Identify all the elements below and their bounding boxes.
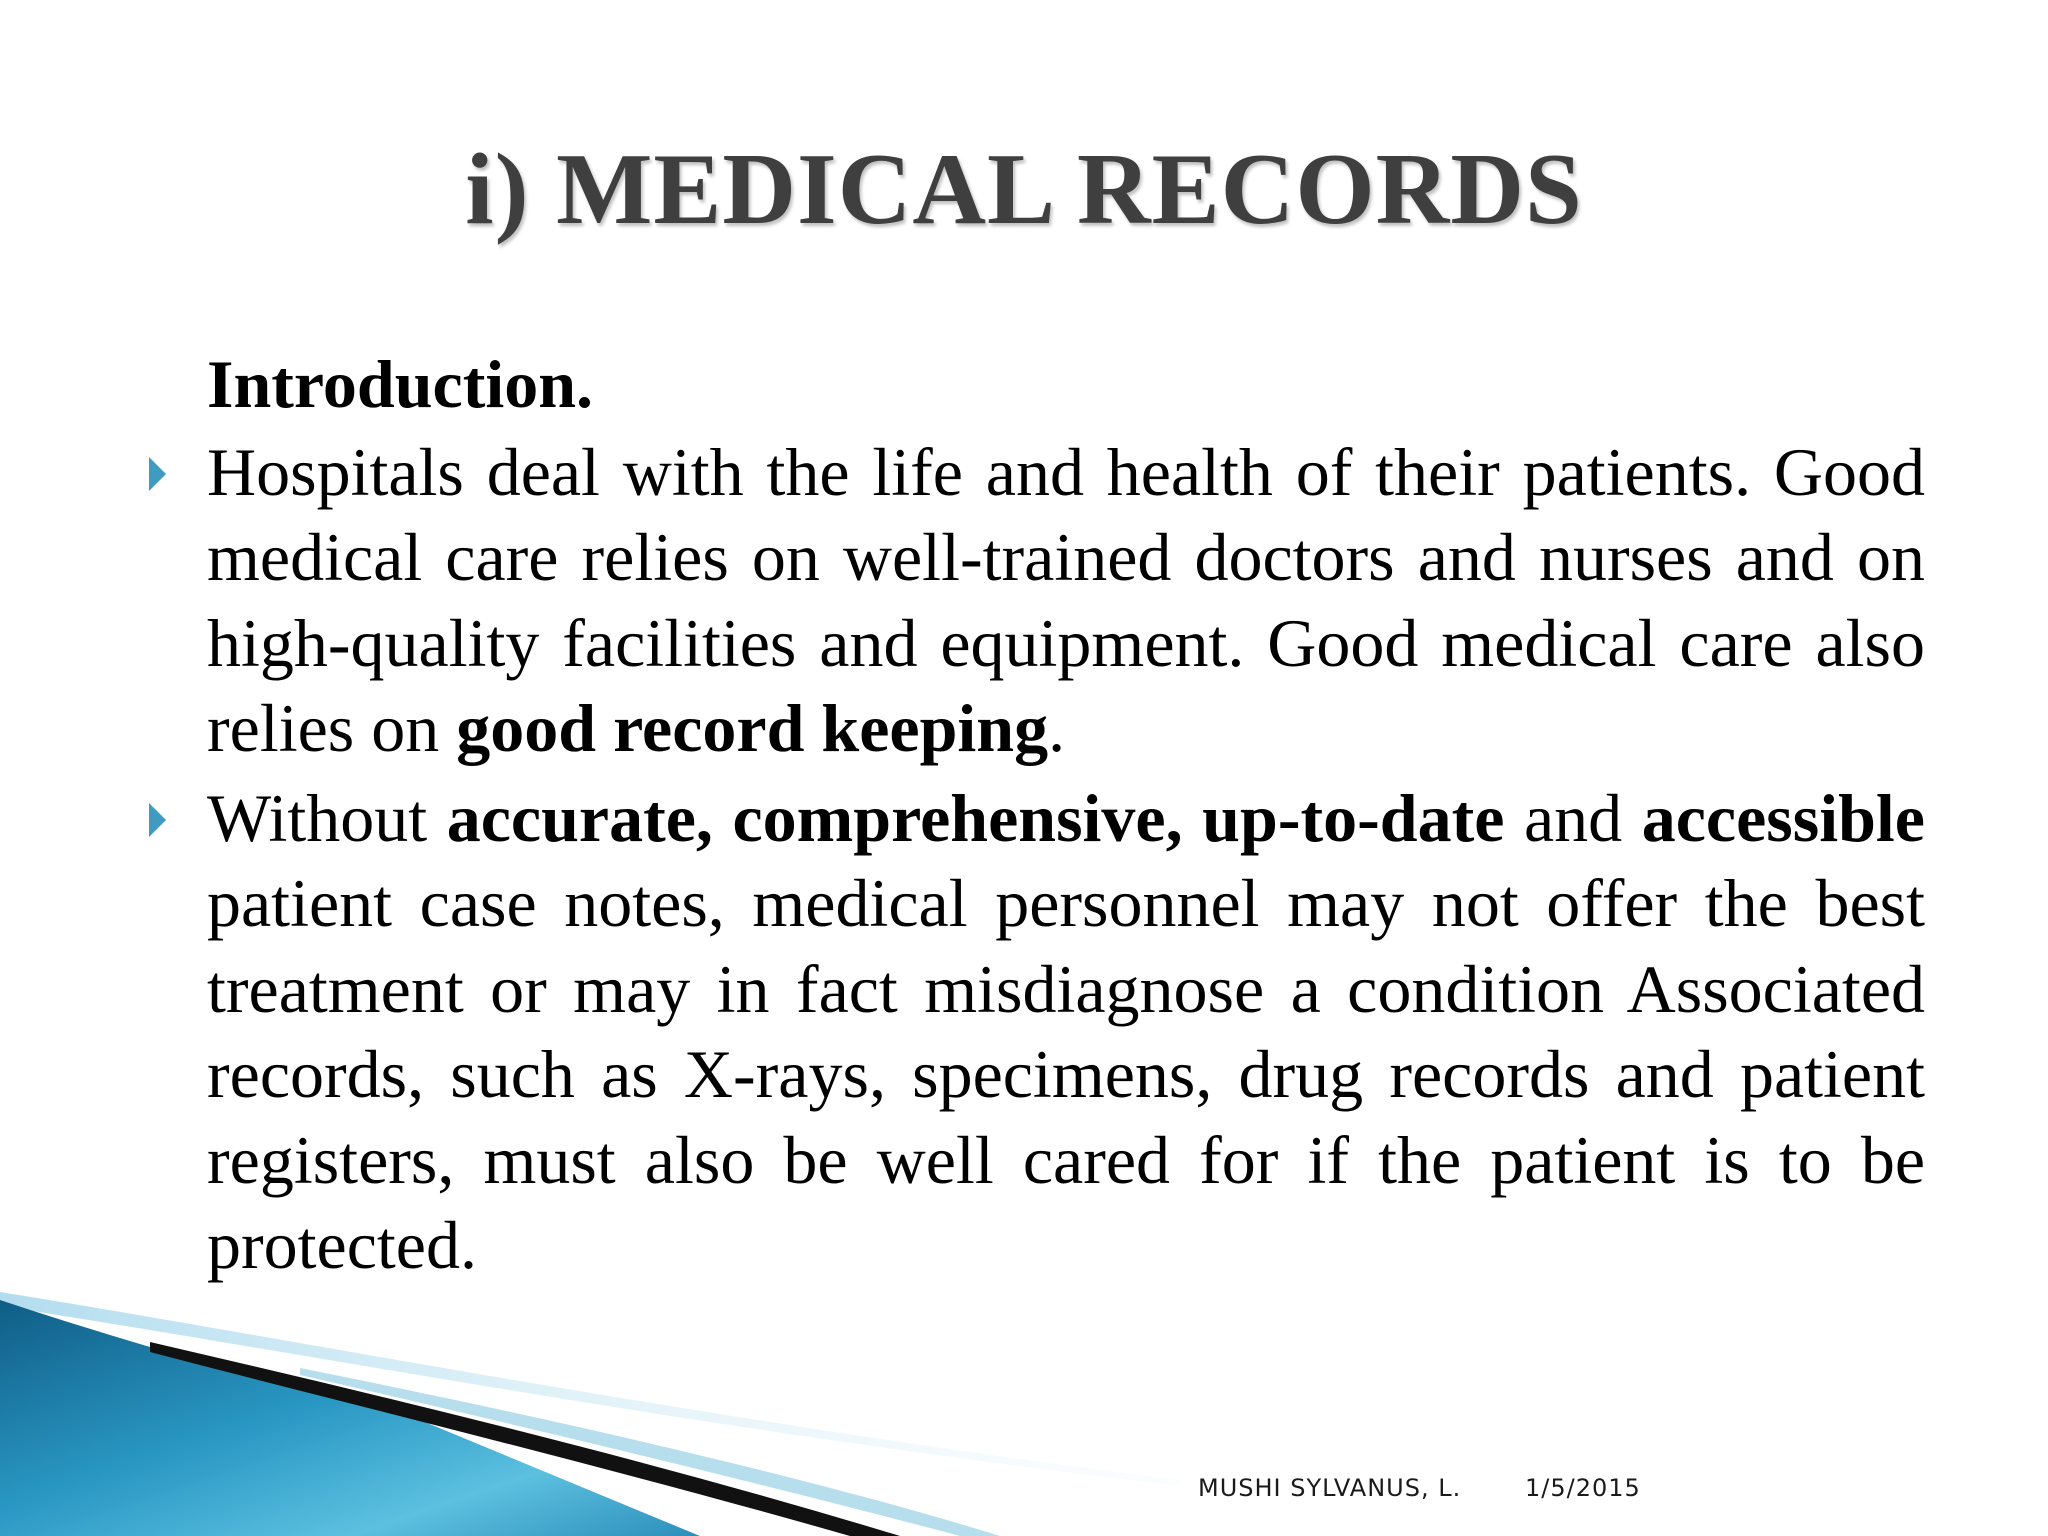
bullet-text: Hospitals deal with the life and health of their patients. Good medical care relies on well-trained doctors and nurses and on high-quality facilities and equipment. Good medical care also relies on bbox=[207, 433, 1925, 766]
footer-date: 1/5/2015 bbox=[1525, 1474, 1641, 1502]
bullet-text: patient case notes, medical personnel may not offer the best treatment or may in fact misdiagnose a condition Associated records, such as X-rays, specimens, drug records and patient registers, must also be well cared for if the patient is to be protected. bbox=[207, 865, 1925, 1283]
bold-phrase: accessible bbox=[1641, 779, 1925, 856]
slide-title: i) MEDICAL RECORDS bbox=[465, 133, 1583, 246]
footer-author: MUSHI SYLVANUS, L. bbox=[1198, 1474, 1462, 1502]
bold-phrase: accurate, comprehensive, up-to-date bbox=[446, 779, 1505, 856]
slide-body bbox=[207, 342, 1925, 1293]
intro-heading: Introduction. bbox=[207, 346, 594, 422]
bullet-text: Without bbox=[207, 779, 447, 856]
bullet-item-1 bbox=[207, 430, 1925, 772]
triangle-bullet-icon bbox=[149, 803, 166, 837]
bold-phrase: good record keeping bbox=[456, 690, 1049, 766]
bullet-item-2 bbox=[207, 776, 1925, 1289]
bullet-text: and bbox=[1504, 779, 1642, 856]
triangle-bullet-icon bbox=[149, 457, 166, 491]
bullet-text: . bbox=[1048, 690, 1066, 766]
